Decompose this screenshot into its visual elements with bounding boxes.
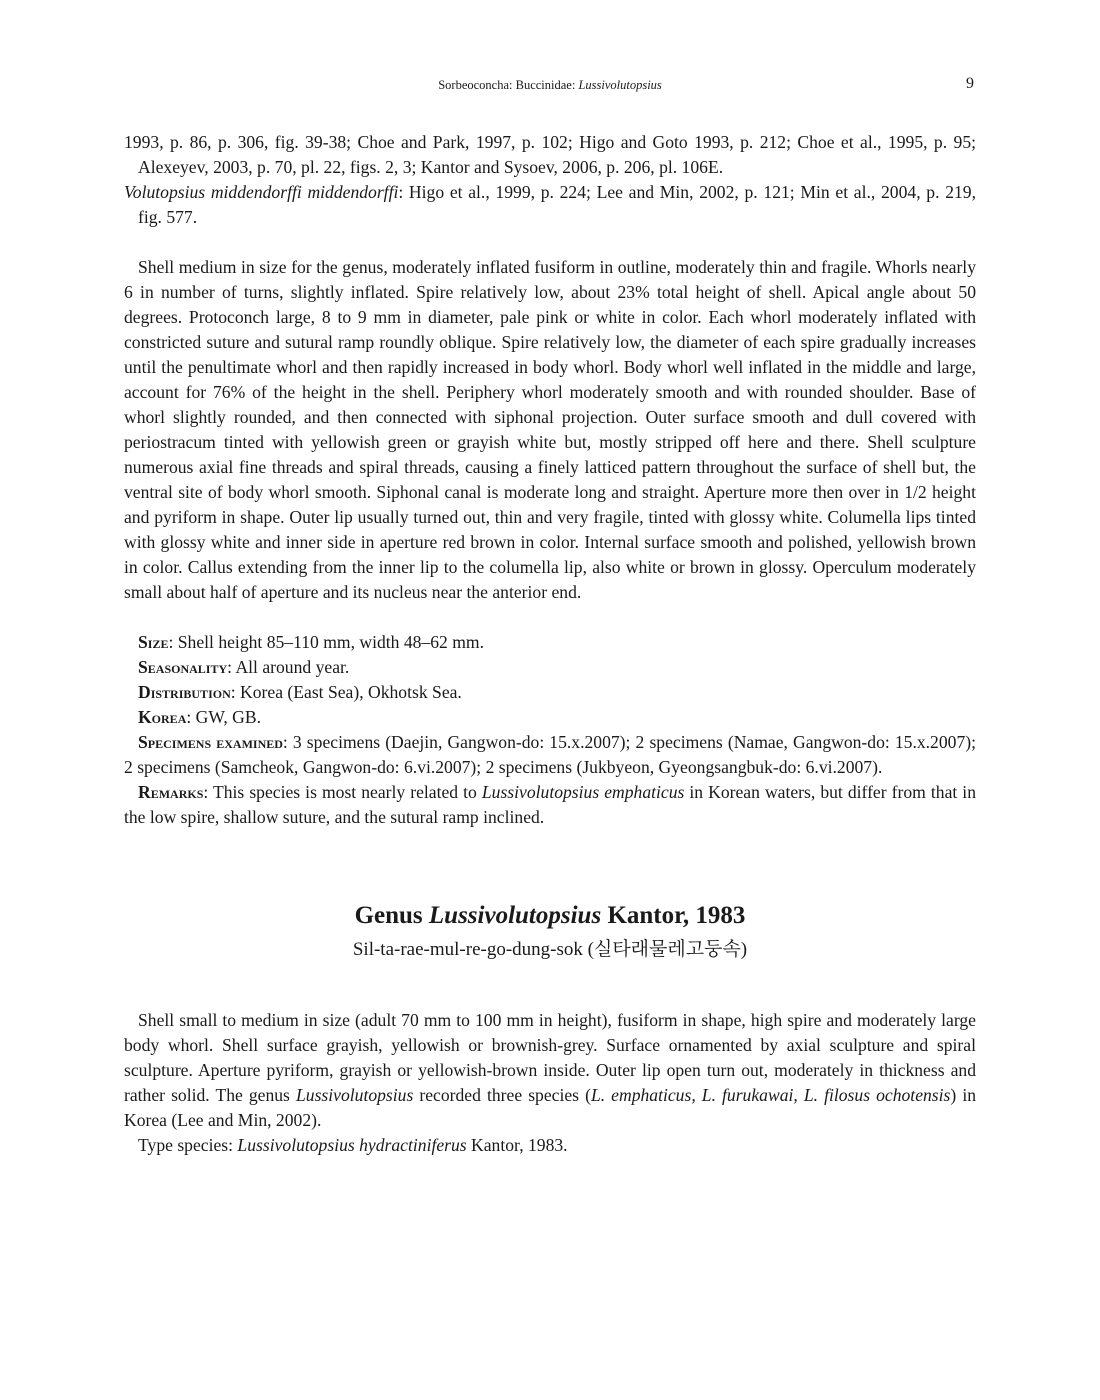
seasonality-label: Seasonality — [138, 657, 228, 677]
genus-description — [124, 1008, 976, 1133]
genus-title — [124, 900, 976, 932]
remarks-species: Lussivolutopsius emphaticus — [481, 782, 685, 802]
specimens-label: Specimens examined — [138, 732, 283, 752]
remarks-field — [124, 780, 976, 830]
synonym-name: Volutopsius middendorffi middendorffi — [124, 182, 399, 202]
distribution-field — [124, 680, 976, 705]
specimens-field — [124, 730, 976, 780]
korea-label: Korea — [138, 707, 187, 727]
synonym-references: : Higo et al., 1999, p. 224; Lee and Min, 2002, p. 121; Min et al., 2004, p. 219, fig. 577. — [138, 182, 976, 227]
remarks-label: Remarks — [138, 782, 204, 802]
type-species-author: Kantor, 1983. — [466, 1135, 568, 1155]
size-field — [124, 630, 976, 655]
remarks-text-before: : This species is most nearly related to — [203, 782, 482, 802]
synonym-reference — [124, 180, 976, 230]
running-title-plain: Sorbeoconcha: Buccinidae: — [438, 78, 579, 92]
running-title-genus: Lussivolutopsius — [578, 78, 662, 92]
distribution-label: Distribution — [138, 682, 231, 702]
genus-description-block — [124, 1008, 976, 1158]
genus-heading — [124, 900, 976, 964]
distribution-value: : Korea (East Sea), Okhotsk Sea. — [230, 682, 462, 702]
korea-value: : GW, GB. — [186, 707, 261, 727]
page-number: 9 — [966, 75, 974, 92]
seasonality-field — [124, 655, 976, 680]
genus-title-prefix: Genus — [354, 902, 429, 929]
genus-desc-part3: ) in Korea (Lee and Min, 2002). — [124, 1085, 976, 1130]
remarks-text-after: in Korean waters, but differ from that in the low spire, shallow suture, and the sutural ramp inclined. — [124, 782, 976, 827]
seasonality-value: : All around year. — [227, 657, 350, 677]
korea-field — [124, 705, 976, 730]
genus-korean-name: Sil-ta-rae-mul-re-go-dung-sok (실타래물레고둥속) — [352, 939, 748, 960]
genus-desc-part2: recorded three species ( — [413, 1085, 591, 1105]
type-species-name: Lussivolutopsius hydractiniferus — [237, 1135, 467, 1155]
spacer — [124, 605, 976, 630]
genus-desc-species: L. emphaticus, L. furukawai, L. filosus ochotensis — [590, 1085, 951, 1105]
genus-desc-genus: Lussivolutopsius — [295, 1085, 414, 1105]
size-label: Size — [138, 632, 169, 652]
type-species-label: Type species: — [138, 1135, 238, 1155]
type-species — [124, 1133, 976, 1158]
spacer — [124, 230, 976, 255]
genus-title-name: Lussivolutopsius — [428, 902, 602, 929]
genus-desc-part1: Shell small to medium in size (adult 70 mm to 100 mm in height), fusiform in shape, high spire and moderately large body whorl. Shell surface grayish, yellowish or brownish-grey. Surface ornamented by axial sculpture and spiral sculpture. Aperture pyriform, grayish or yellowish-brown inside. Outer lip open turn out, moderately in thickness and rather solid. The genus — [124, 1010, 976, 1105]
reference-continuation: 1993, p. 86, p. 306, fig. 39-38; Choe and Park, 1997, p. 102; Higo and Goto 1993, p. 212; Choe et al., 1995, p. 95; Alexeyev, 2003, p. 70, pl. 22, figs. 2, 3; Kantor and Sysoev, 2006, p. 206, pl. 106E. — [124, 132, 976, 177]
size-value: : Shell height 85–110 mm, width 48–62 mm. — [168, 632, 485, 652]
species-description: Shell medium in size for the genus, moderately inflated fusiform in outline, moderately thin and fragile. Whorls nearly 6 in number of turns, slightly inflated. Spire relatively low, about 23% total height of shell. Apical angle about 50 degrees. Protoconch large, 8 to 9 mm in diameter, pale pink or white in color. Each whorl moderately inflated with constricted suture and sutural ramp roundly oblique. Spire relatively low, the diameter of each spire gradually increases until the penultimate whorl and then rapidly increased in body whorl. Body whorl well inflated in the middle and large, account for 76% of the height in the shell. Periphery whorl moderately smooth and with rounded shoulder. Base of whorl slightly rounded, and then connected with siphonal projection. Outer surface smooth and dull covered with periostracum tinted with yellowish green or grayish white but, mostly stripped off here and there. Shell sculpture numerous axial fine threads and spiral threads, causing a finely latticed pattern throughout the surface of shell but, the ventral site of body whorl smooth. Siphonal canal is moderate long and straight. Aperture more then over in 1/2 height and pyriform in shape. Outer lip usually turned out, thin and very fragile, tinted with glossy white. Columella lips tinted with glossy white and inner side in aperture red brown in color. Internal surface smooth and polished, yellowish brown in color. Callus extending from the inner lip to the columella lip, also white or brown in glossy. Operculum moderately small about half of aperture and its nucleus near the anterior end. — [124, 257, 976, 602]
running-head — [124, 75, 976, 98]
genus-title-author: Kantor, 1983 — [601, 902, 746, 929]
running-title — [124, 78, 976, 93]
specimens-value: : 3 specimens (Daejin, Gangwon-do: 15.x.2007); 2 specimens (Namae, Gangwon-do: 15.x.2007); 2 specimens (Samcheok, Gangwon-do: 6.vi.2007); 2 specimens (Jukbyeon, Gyeongsangbuk-do: 6.vi.2007). — [124, 732, 976, 777]
page-content — [124, 130, 976, 1158]
